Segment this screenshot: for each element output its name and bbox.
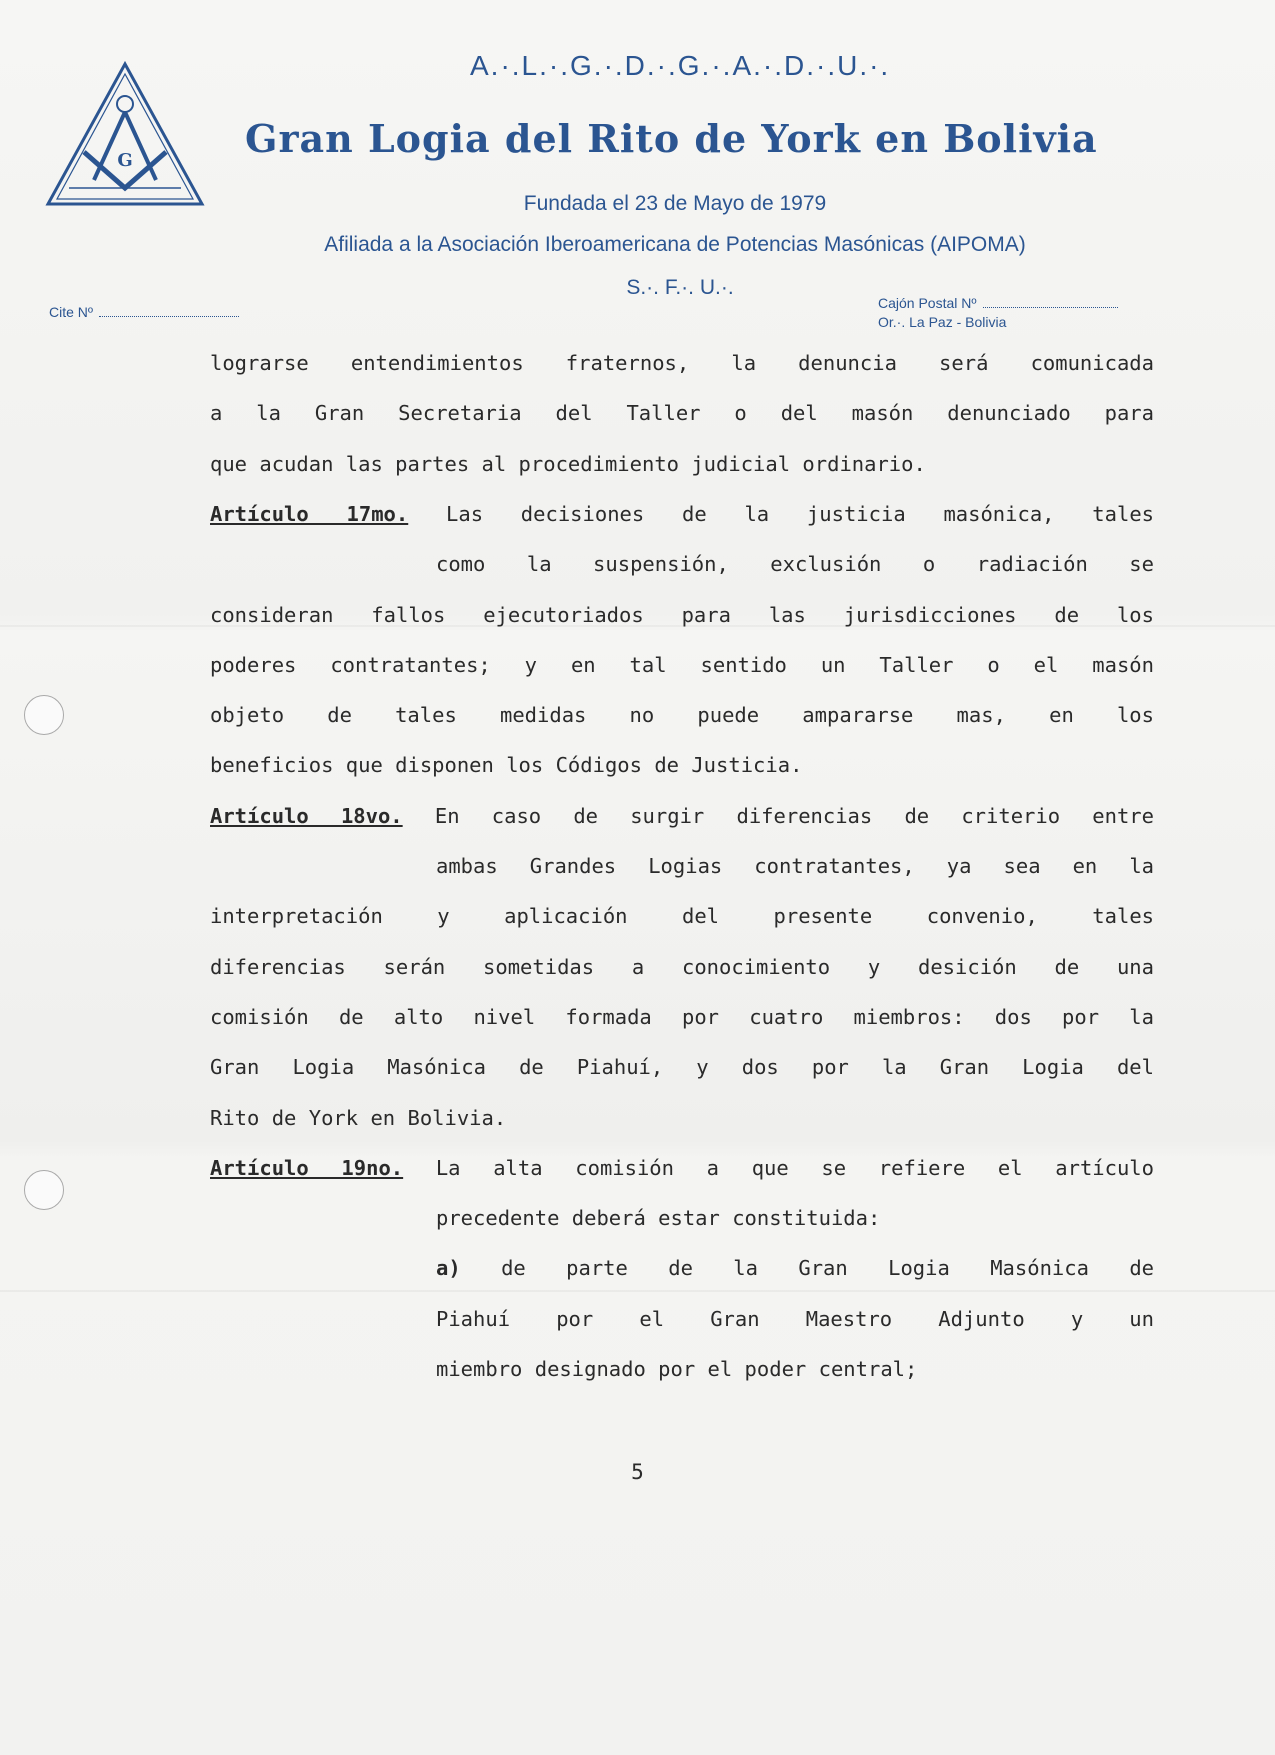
article-line	[210, 499, 1154, 529]
article-heading: Artículo 17mo.	[210, 501, 409, 526]
affiliation-line: Afiliada a la Asociación Iberoamericana de Potencias Masónicas (AIPOMA)	[324, 233, 1026, 256]
text-line: miembro designado por el poder central;	[436, 1357, 918, 1381]
text-line: a la Gran Secretaria del Taller o del masón denunciado para	[210, 401, 1154, 426]
text-line: Gran Logia Masónica de Piahuí, y dos por la Gran Logia del	[210, 1055, 1154, 1080]
article-line	[210, 1153, 1154, 1183]
motto-line: S.·. F.·. U.·.	[626, 276, 734, 299]
text-line: precedente deberá estar constituida:	[436, 1206, 881, 1231]
text-line: como la suspensión, exclusión o radiación se	[436, 552, 1154, 577]
text-line: beneficios que disponen los Códigos de Justicia.	[210, 753, 803, 778]
article-text: La alta comisión a que se refiere el artículo	[403, 1155, 1154, 1180]
founded-line: Fundada el 23 de Mayo de 1979	[523, 192, 827, 215]
lodge-acronym: A.·.L.·.G.·.D.·.G.·.A.·.D.·.U.·.	[470, 50, 891, 81]
cite-number-field	[49, 304, 239, 320]
square-compass-triangle-icon	[44, 60, 206, 208]
article-line	[210, 801, 1154, 831]
text-line: diferencias serán sometidas a conocimiento y desición de una	[210, 954, 1154, 979]
punch-hole	[24, 1170, 64, 1210]
article-heading: Artículo 19no.	[210, 1155, 404, 1180]
text-line: Piahuí por el Gran Maestro Adjunto y un	[436, 1306, 1154, 1331]
lodge-title: Gran Logia del Rito de York en Bolivia	[245, 116, 1098, 161]
fold-line	[0, 1290, 1275, 1292]
text-line: que acudan las partes al procedimiento judicial ordinario.	[210, 451, 926, 476]
list-label: a)	[436, 1256, 461, 1281]
svg-text:G: G	[117, 150, 133, 171]
page-number: 5	[631, 1460, 644, 1484]
text-line: Rito de York en Bolivia.	[210, 1105, 507, 1130]
text-line: interpretación y aplicación del presente convenio, tales	[210, 904, 1154, 929]
list-text: de parte de la Gran Logia Masónica de	[460, 1256, 1154, 1281]
article-text: En caso de surgir diferencias de criterio entre	[402, 803, 1154, 828]
postal-label: Cajón Postal Nº	[878, 295, 977, 311]
text-line	[436, 1253, 1154, 1283]
cite-label: Cite Nº	[49, 304, 94, 320]
location-line: Or.·. La Paz - Bolivia	[878, 314, 1007, 330]
text-line: comisión de alto nivel formada por cuatro miembros: dos por la	[210, 1004, 1154, 1029]
text-line: objeto de tales medidas no puede ampararse mas, en los	[210, 703, 1154, 728]
text-line: consideran fallos ejecutoriados para las jurisdicciones de los	[210, 602, 1154, 627]
text-line: ambas Grandes Logias contratantes, ya sea en la	[436, 854, 1154, 878]
article-heading: Artículo 18vo.	[210, 803, 403, 828]
text-line: poderes contratantes; y en tal sentido un Taller o el masón	[210, 652, 1154, 677]
postal-box	[878, 294, 1118, 332]
text-line: lograrse entendimientos fraternos, la denuncia será comunicada	[210, 351, 1154, 375]
punch-hole	[24, 695, 64, 735]
article-text: Las decisiones de la justicia masónica, tales	[408, 501, 1155, 526]
